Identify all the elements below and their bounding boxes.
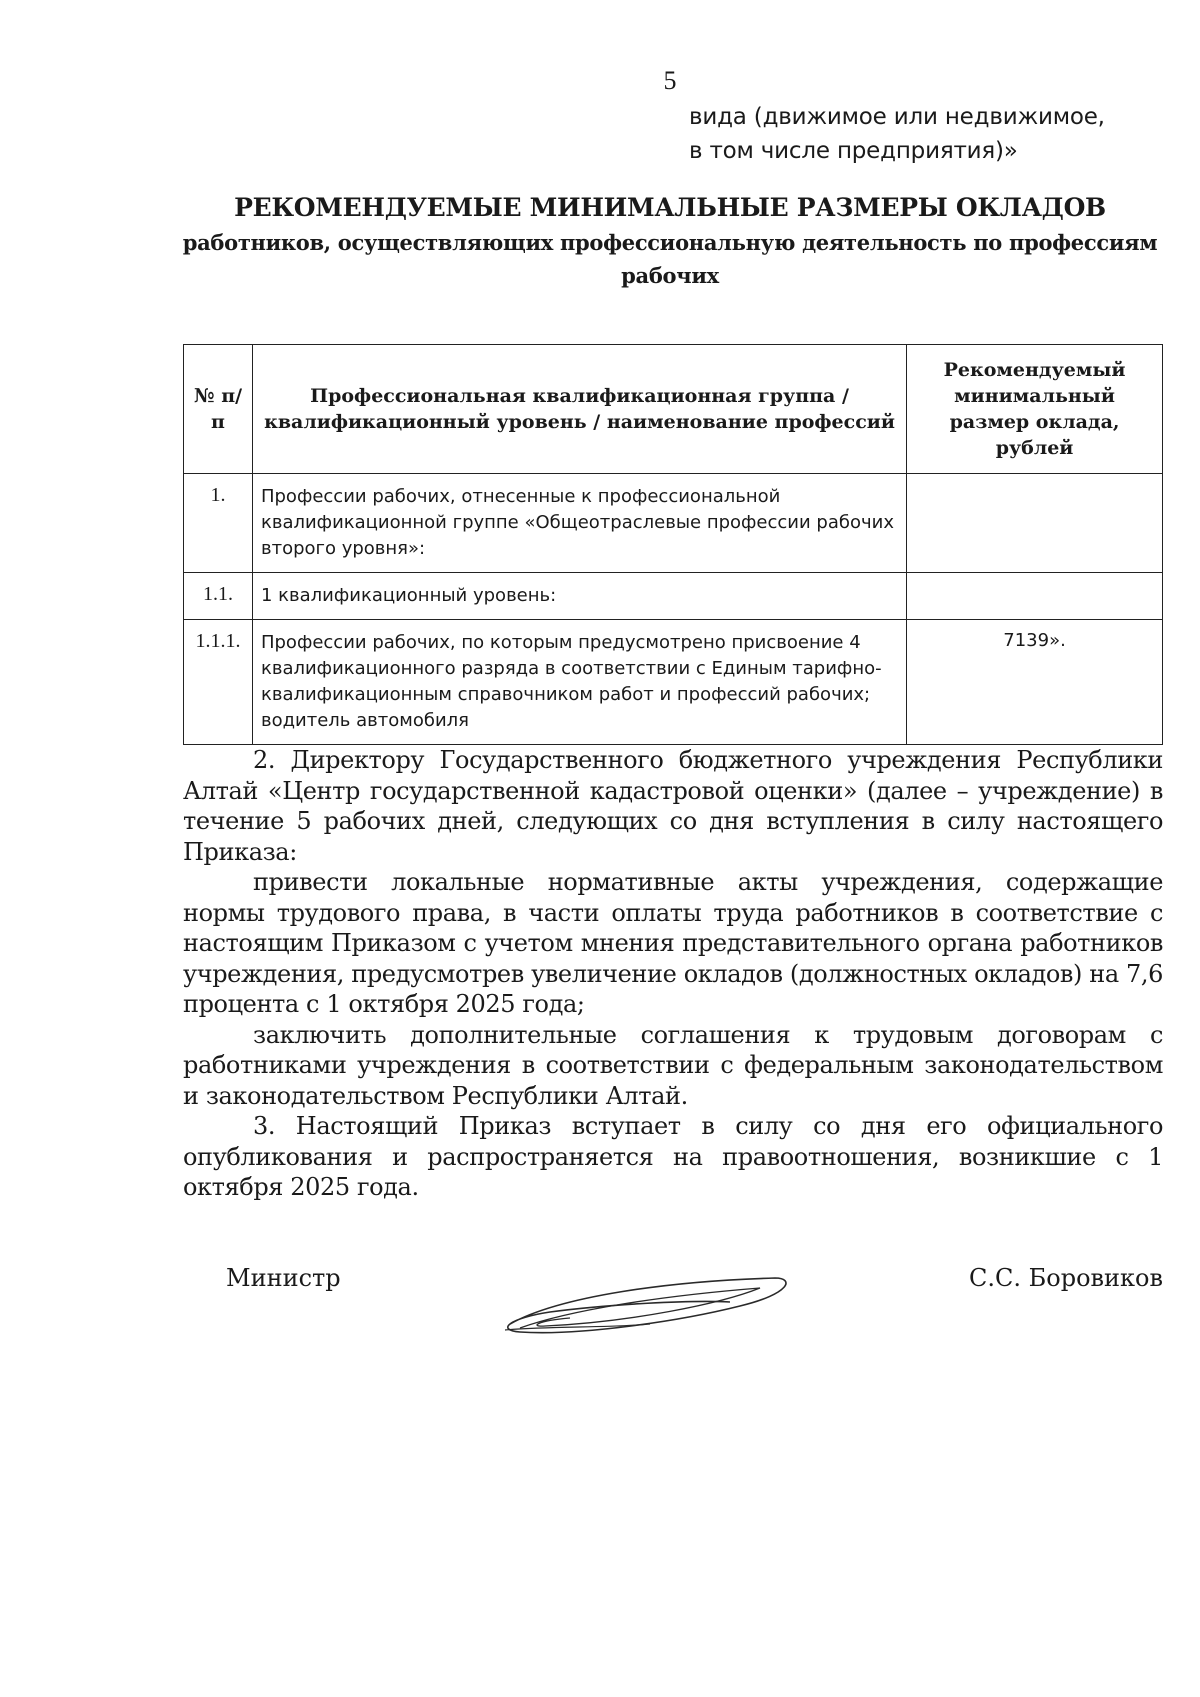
paragraph-2-item-1: привести локальные нормативные акты учреждения, содержащие нормы трудового права, в части оплаты труда работников в соответствие с настоящим Приказом с учетом мнения представительного органа работников учреждения, предусмотрев увеличение окладов (должностных окладов) на 7,6 процента с 1 октября 2025 года; (183, 868, 1163, 1018)
row-amount (907, 573, 1163, 620)
salary-table (183, 344, 1163, 745)
table-row (184, 620, 1163, 745)
header-continuation-line-2: в том числе предприятия)» (689, 138, 1018, 164)
row-name: Профессии рабочих, отнесенные к профессиональной квалификационной группе «Общеотраслевые профессии рабочих второго уровня»: (252, 474, 906, 573)
row-name: Профессии рабочих, по которым предусмотрено присвоение 4 квалификационного разряда в соответствии с Единым тарифно-квалификационным справочником работ и профессий рабочих; водитель автомобиля (252, 620, 906, 745)
header-continuation-line-1: вида (движимое или недвижимое, (689, 104, 1105, 130)
body-text (183, 745, 1163, 1203)
header-num: № п/п (184, 345, 253, 474)
paragraph-3: 3. Настоящий Приказ вступает в силу со дня его официального опубликования и распространяется на правоотношения, возникшие с 1 октября 2025 года. (183, 1112, 1163, 1201)
document-title (180, 190, 1160, 292)
header-name: Профессиональная квалификационная группа / квалификационный уровень / наименование профессий (252, 345, 906, 474)
table-header-row (184, 345, 1163, 474)
table-row (184, 573, 1163, 620)
paragraph-2-item-2: заключить дополнительные соглашения к трудовым договорам с работниками учреждения в соответствии с федеральным законодательством и законодательством Республики Алтай. (183, 1020, 1163, 1110)
row-num: 1. (184, 474, 253, 573)
paragraph-2: 2. Директору Государственного бюджетного учреждения Республики Алтай «Центр государственной кадастровой оценки» (далее – учреждение) в течение 5 рабочих дней, следующих со дня вступления в силу настоящего Приказа: (183, 746, 1163, 866)
table-row (184, 474, 1163, 573)
signatory-name: С.С. Боровиков (969, 1264, 1163, 1292)
signatory-title: Министр (226, 1264, 341, 1292)
header-continuation (689, 100, 1105, 168)
row-num: 1.1.1. (184, 620, 253, 745)
document-title-sub: работников, осуществляющих профессиональную деятельность по профессиям рабочих (182, 230, 1158, 288)
document-title-main: РЕКОМЕНДУЕМЫЕ МИНИМАЛЬНЫЕ РАЗМЕРЫ ОКЛАДОВ (234, 193, 1106, 222)
header-amount: Рекомендуемый минимальный размер оклада, рублей (907, 345, 1163, 474)
handwritten-signature (490, 1266, 800, 1346)
row-amount: 7139». (907, 620, 1163, 745)
page-number: 5 (663, 66, 677, 95)
row-amount (907, 474, 1163, 573)
row-num: 1.1. (184, 573, 253, 620)
row-name: 1 квалификационный уровень: (252, 573, 906, 620)
